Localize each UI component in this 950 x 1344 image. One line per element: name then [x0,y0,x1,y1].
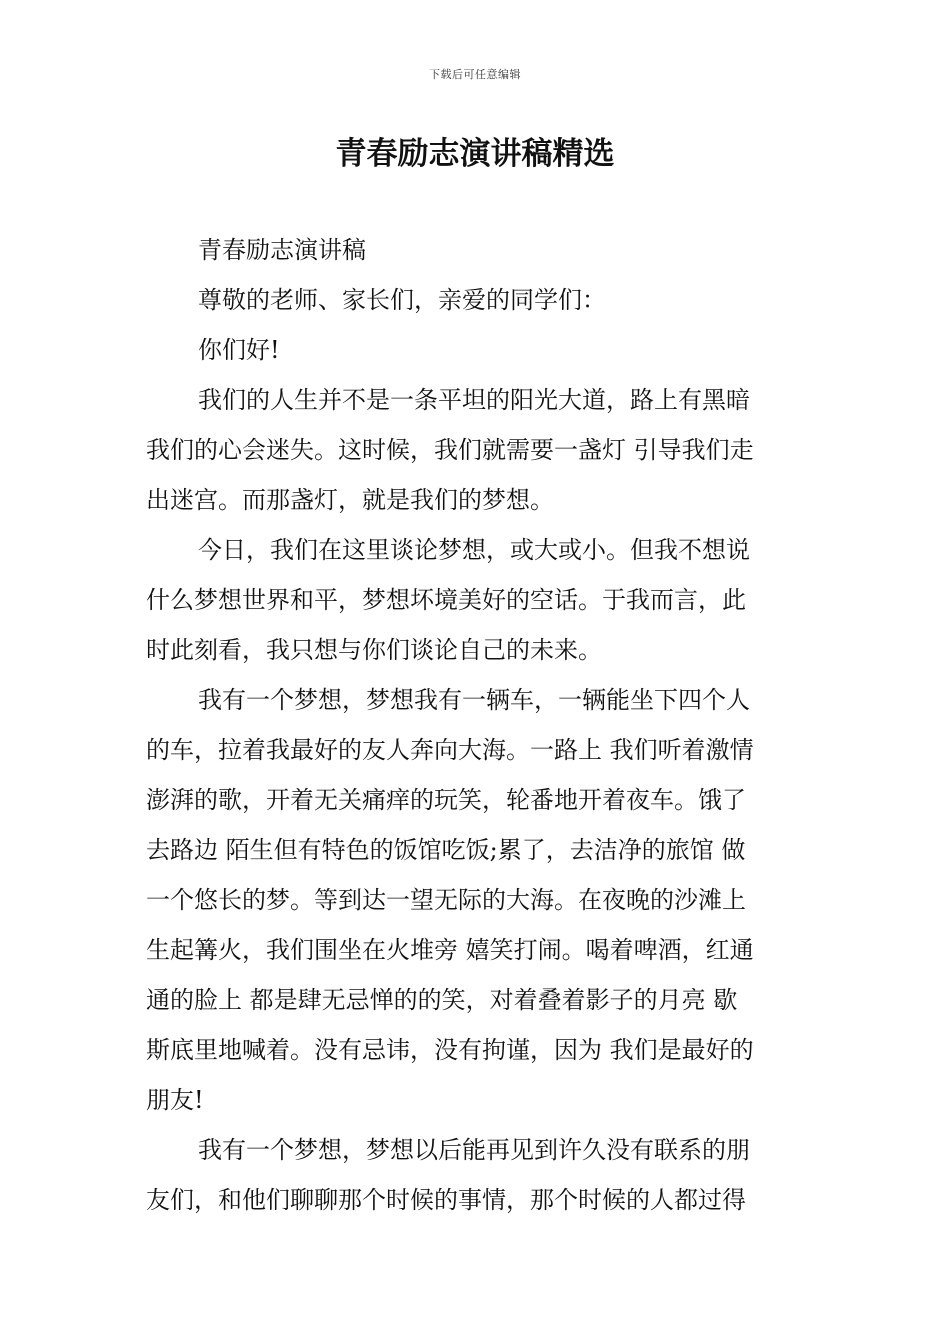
header-note: 下载后可任意编辑 [429,68,521,81]
text-line: 一个悠长的梦。等到达一望无际的大海。在夜晚的沙滩上 [146,886,746,914]
document-body [146,225,806,1225]
text-line: 我有一个梦想，梦想我有一辆车，一辆能坐下四个人 [198,686,750,714]
text-line: 朋友! [146,1086,204,1114]
text-line: 通的脸上 都是肆无忌惮的的笑，对着叠着影子的月亮 歇 [146,986,738,1014]
text-line: 澎湃的歌，开着无关痛痒的玩笑，轮番地开着夜车。饿了 [146,786,746,814]
text-line: 今日，我们在这里谈论梦想，或大或小。但我不想说 [198,536,750,564]
text-line: 我有一个梦想，梦想以后能再见到许久没有联系的朋 [198,1136,750,1164]
text-line: 出迷宫。而那盏灯，就是我们的梦想。 [146,486,554,514]
text-line: 的车，拉着我最好的友人奔向大海。一路上 我们听着激情 [146,736,754,764]
text-line: 去路边 陌生但有特色的饭馆吃饭;累了，去洁净的旅馆 做 [146,836,746,864]
text-line: 尊敬的老师、家长们，亲爱的同学们： [198,286,606,314]
text-line: 我们的心会迷失。这时候，我们就需要一盏灯 引导我们走 [146,436,754,464]
text-line: 你们好! [198,336,280,364]
text-line: 斯底里地喊着。没有忌讳，没有拘谨，因为 我们是最好的 [146,1036,754,1064]
text-line: 友们，和他们聊聊那个时候的事情，那个时候的人都过得 [146,1186,746,1214]
text-line: 青春励志演讲稿 [198,236,366,264]
text-line: 生起篝火，我们围坐在火堆旁 嬉笑打闹。喝着啤酒，红通 [146,936,754,964]
text-line: 我们的人生并不是一条平坦的阳光大道，路上有黑暗 [198,386,750,414]
document-title: 青春励志演讲稿精选 [335,136,615,172]
text-line: 什么梦想世界和平，梦想坏境美好的空话。于我而言，此 [146,586,746,614]
text-line: 时此刻看，我只想与你们谈论自己的未来。 [146,636,602,664]
